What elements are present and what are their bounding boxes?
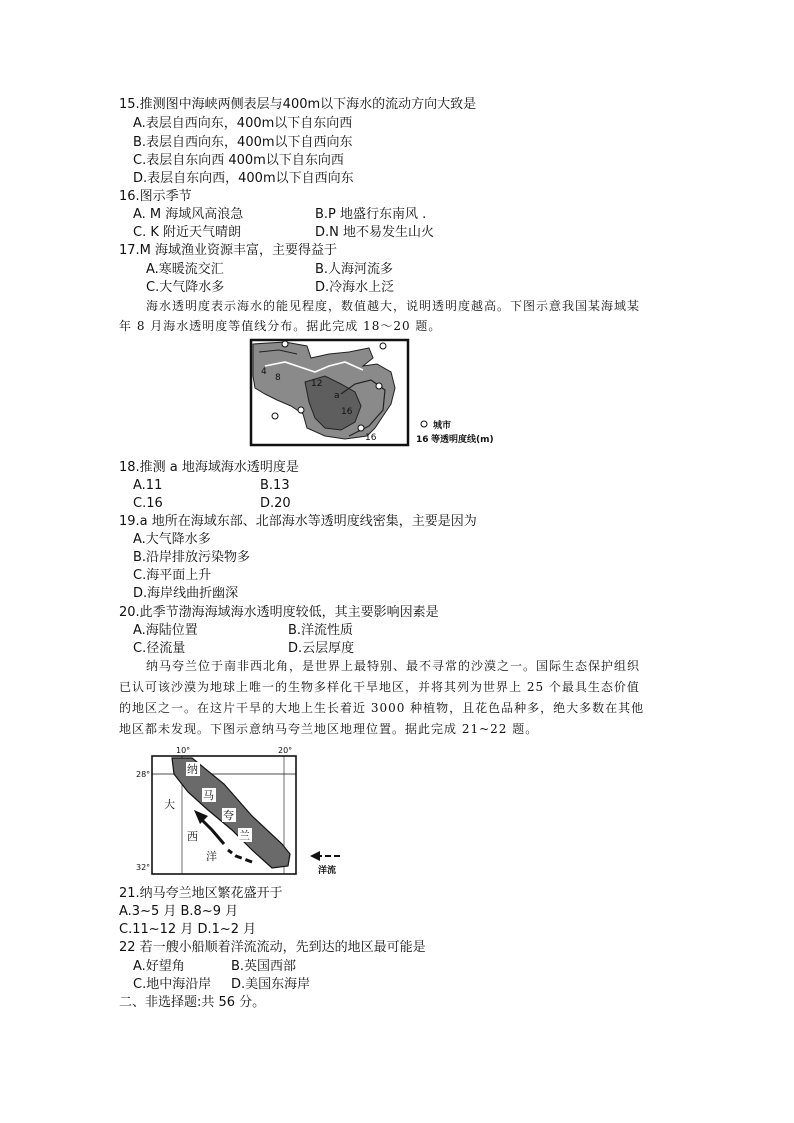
isoline-label-16b: 16 — [365, 433, 377, 443]
isoline-label-16a: 16 — [341, 407, 353, 417]
point-a-label: a — [334, 391, 340, 401]
ocean-char-3: 洋 — [206, 850, 217, 863]
region-char-3: 夸 — [223, 809, 234, 822]
legend-current-label: 洋流 — [318, 866, 337, 876]
q17-option-d: D.冷海水上泛 — [315, 280, 395, 295]
intro-21-line-2: 已认可该沙漠为地球上唯一的生物多样化干旱地区，并将其列为世界上 25 个最具生态价值 — [119, 680, 640, 694]
city-icon — [272, 413, 278, 419]
q19-option-d: D.海岸线曲折幽深 — [133, 586, 239, 601]
longitude-label-20: 20° — [278, 746, 293, 755]
q20-option-c: C.径流量 — [133, 641, 186, 656]
transparency-map — [245, 336, 510, 451]
legend-isoline-label: 等透明度线(m) — [431, 435, 494, 445]
q15-option-c: C.表层自东向西 400m以下自东向西 — [133, 153, 344, 168]
q20-option-a: A.海陆位置 — [133, 623, 198, 638]
section-heading: 二、非选择题:共 56 分。 — [119, 995, 266, 1010]
q22-option-a: A.好望角 — [133, 959, 185, 974]
q19-option-a: A.大气降水多 — [133, 532, 211, 547]
q17-option-a: A.寒暖流交汇 — [146, 262, 224, 277]
city-icon — [380, 343, 386, 349]
q16-stem: 16.图示季节 — [119, 189, 192, 204]
q20-option-b: B.洋流性质 — [288, 623, 354, 638]
namaqualand-map — [132, 744, 352, 876]
intro-18-line-1: 海水透明度表示海水的能见程度，数值越大，说明透明度越高。下图示意我国某海域某 — [146, 299, 641, 313]
q21-stem: 21.纳马夸兰地区繁花盛开于 — [119, 886, 283, 901]
isoline-label-12: 12 — [311, 379, 323, 389]
q19-option-b: B.沿岸排放污染物多 — [133, 550, 251, 565]
q21-options-ab: A.3~5 月 B.8~9 月 — [119, 904, 239, 919]
city-icon — [376, 383, 382, 389]
q18-option-a: A.11 — [133, 478, 163, 493]
q20-option-d: D.云层厚度 — [288, 641, 355, 656]
q18-option-d: D.20 — [260, 496, 291, 511]
intro-18-line-2: 年 8 月海水透明度等值线分布。据此完成 18～20 题。 — [119, 319, 442, 333]
q19-option-c: C.海平面上升 — [133, 568, 212, 583]
city-icon — [358, 425, 364, 431]
latitude-label-28: 28° — [136, 770, 151, 779]
q15-stem: 15.推测图中海峡两侧表层与400m以下海水的流动方向大致是 — [119, 97, 477, 112]
q18-option-b: B.13 — [260, 478, 290, 493]
q16-option-b: B.P 地盛行东南风 . — [315, 207, 427, 222]
region-char-4: 兰 — [239, 829, 250, 842]
q18-stem: 18.推测 a 地海域海水透明度是 — [119, 460, 299, 475]
q22-option-d: D.美国东海岸 — [231, 977, 311, 992]
q15-option-b: B.表层自西向东，400m以下自西向东 — [133, 135, 353, 150]
q22-stem: 22 若一艘小船顺着洋流流动，先到达的地区最可能是 — [119, 940, 426, 955]
intro-21-line-4: 地区都未发现。下图示意纳马夸兰地区地理位置。据此完成 21~22 题。 — [119, 722, 539, 736]
q15-option-d: D.表层自东向西，400m以下自西向东 — [133, 171, 354, 186]
q22-option-b: B.英国西部 — [231, 959, 297, 974]
city-icon — [298, 407, 304, 413]
ocean-char-2: 西 — [187, 830, 198, 843]
longitude-label-10: 10° — [176, 746, 191, 755]
q21-options-cd: C.11~12 月 D.1~2 月 — [119, 922, 257, 937]
q17-option-b: B.人海河流多 — [315, 262, 394, 277]
region-char-1: 纳 — [187, 763, 198, 776]
q16-option-d: D.N 地不易发生山火 — [315, 225, 434, 240]
legend-city-label: 城市 — [433, 421, 452, 431]
q16-option-c: C. K 附近天气晴朗 — [133, 225, 241, 240]
q17-option-c: C.大气降水多 — [146, 280, 225, 295]
city-icon — [282, 341, 288, 347]
intro-21-line-3: 的地区之一。在这片干旱的大地上生长着近 3000 种植物，且花色品种多，绝大多数在其他 — [119, 701, 645, 715]
latitude-label-32: 32° — [136, 863, 151, 872]
q22-option-c: C.地中海沿岸 — [133, 977, 212, 992]
legend-city-icon — [421, 421, 427, 427]
q20-stem: 20.此季节渤海海域海水透明度较低，其主要影响因素是 — [119, 605, 439, 620]
ocean-char-1: 大 — [164, 798, 175, 811]
region-char-2: 马 — [203, 789, 214, 802]
isoline-label-4: 4 — [261, 367, 267, 377]
q15-option-a: A.表层自西向东，400m以下自东向西 — [133, 116, 353, 131]
q16-option-a: A. M 海域风高浪急 — [133, 207, 244, 222]
isoline-label-8: 8 — [275, 373, 281, 383]
intro-21-line-1: 纳马夸兰位于南非西北角，是世界上最特别、最不寻常的沙漠之一。国际生态保护组织 — [146, 659, 641, 673]
legend-current-arrow — [310, 851, 320, 861]
legend-isoline-number: 16 — [416, 435, 429, 445]
q18-option-c: C.16 — [133, 496, 163, 511]
q19-stem: 19.a 地所在海域东部、北部海水等透明度线密集，主要是因为 — [119, 514, 477, 529]
q17-stem: 17.M 海域渔业资源丰富，主要得益于 — [119, 243, 338, 258]
